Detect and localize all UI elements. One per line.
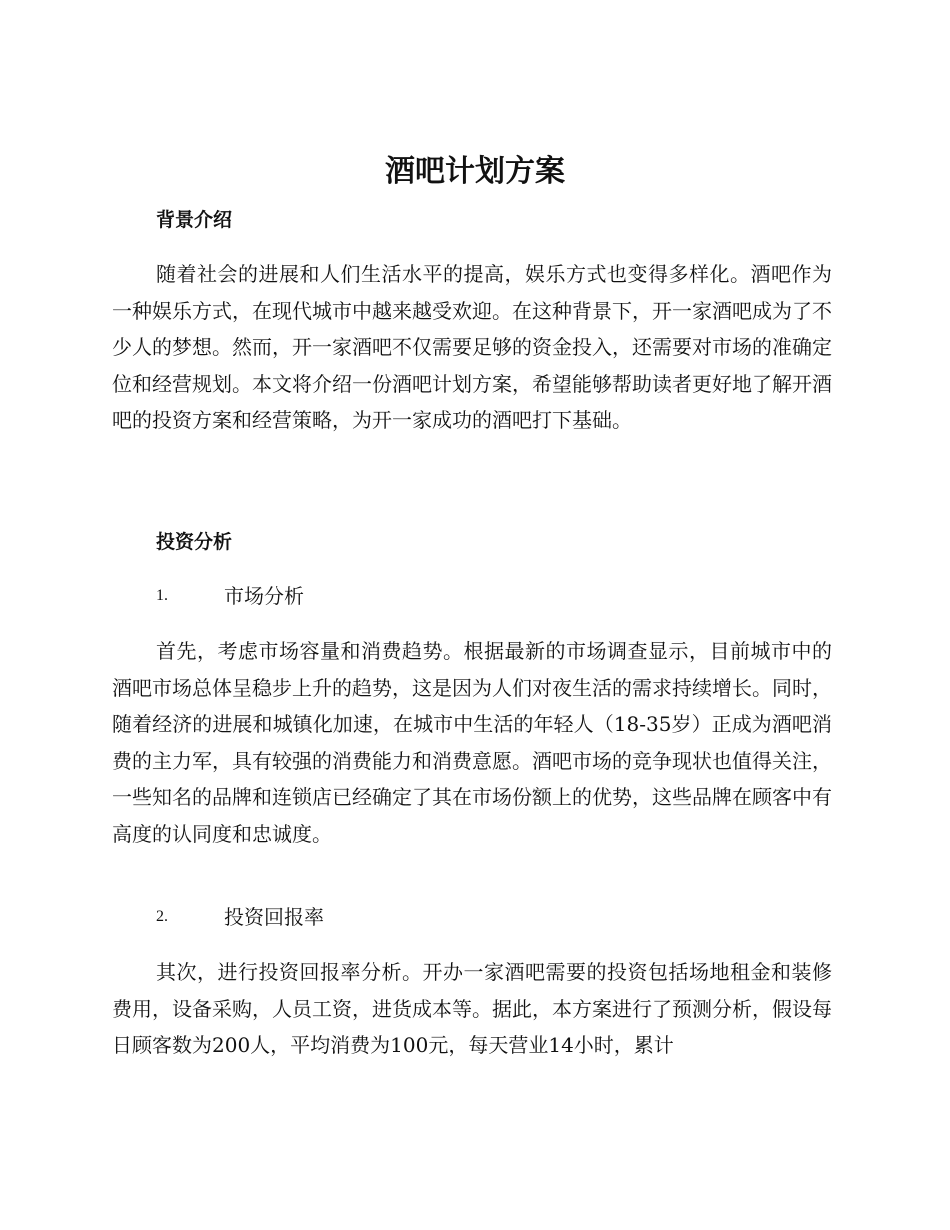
paragraph-roi: 其次，进行投资回报率分析。开办一家酒吧需要的投资包括场地租金和装修费用，设备采购，人员工资，进货成本等。据此，本方案进行了预测分析，假设每日顾客数为200人，平均消费为100元，每天营业14小时，累计 <box>112 960 832 1057</box>
list-item-market-analysis <box>156 582 304 610</box>
section-heading-investment: 投资分析 <box>156 531 233 553</box>
section-heading-background: 背景介绍 <box>156 209 233 231</box>
list-label: 投资回报率 <box>224 905 324 929</box>
list-number: 1. <box>156 587 168 604</box>
list-label: 市场分析 <box>224 584 304 608</box>
list-item-roi <box>156 903 324 931</box>
document-title: 酒吧计划方案 <box>385 154 565 189</box>
paragraph-market-analysis: 首先，考虑市场容量和消费趋势。根据最新的市场调查显示，目前城市中的酒吧市场总体呈稳步上升的趋势，这是因为人们对夜生活的需求持续增长。同时，随着经济的进展和城镇化加速，在城市中生活的年轻人（18-35岁）正成为酒吧消费的主力军，具有较强的消费能力和消费意愿。酒吧市场的竞争现状也值得关注，一些知名的品牌和连锁店已经确定了其在市场份额上的优势，这些品牌在顾客中有高度的认同度和忠诚度。 <box>112 639 832 846</box>
paragraph-background: 随着社会的进展和人们生活水平的提高，娱乐方式也变得多样化。酒吧作为一种娱乐方式，在现代城市中越来越受欢迎。在这种背景下，开一家酒吧成为了不少人的梦想。然而，开一家酒吧不仅需要足够的资金投入，还需要对市场的准确定位和经营规划。本文将介绍一份酒吧计划方案，希望能够帮助读者更好地了解开酒吧的投资方案和经营策略，为开一家成功的酒吧打下基础。 <box>112 262 832 432</box>
list-number: 2. <box>156 908 168 925</box>
